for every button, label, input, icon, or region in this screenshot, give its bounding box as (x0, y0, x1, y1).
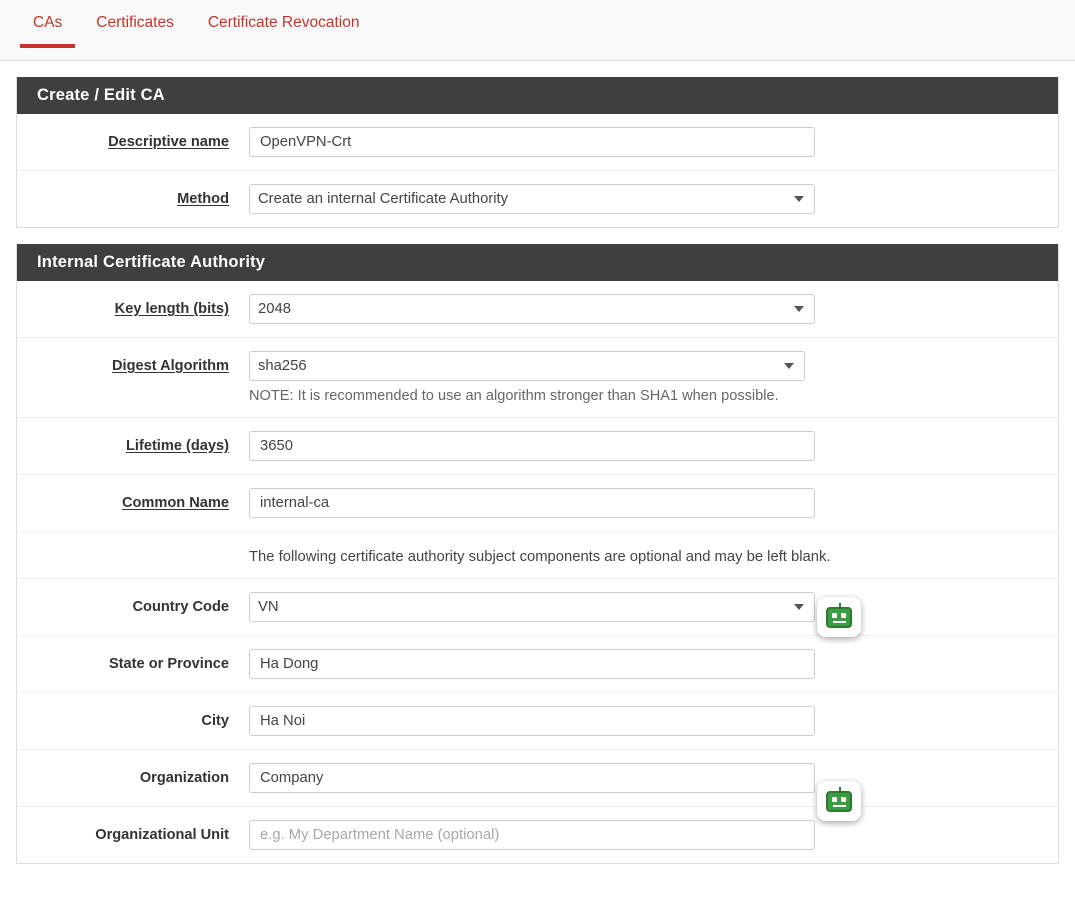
organizational-unit-input[interactable] (249, 820, 815, 850)
create-edit-ca-panel (16, 77, 1059, 228)
row-common-name (17, 475, 1058, 532)
robot-icon (826, 791, 852, 812)
digest-algorithm-label: Digest Algorithm (111, 358, 229, 374)
organization-input[interactable] (249, 763, 815, 793)
tab-certificate-revocation-label: Certificate Revocation (207, 14, 360, 31)
lifetime-input[interactable] (249, 431, 815, 461)
tab-bar (0, 0, 1075, 61)
row-descriptive-name (17, 114, 1058, 171)
agent-cursor-country-code (817, 597, 861, 637)
lifetime-label: Lifetime (days) (126, 438, 229, 454)
key-length-label: Key length (bits) (114, 301, 229, 317)
state-or-province-field-wrap (249, 649, 1058, 679)
row-organizational-unit (17, 807, 1058, 863)
organization-label: Organization (139, 770, 229, 786)
city-input[interactable] (249, 706, 815, 736)
row-digest-algorithm (17, 338, 1058, 418)
digest-algorithm-select-wrap (249, 351, 805, 381)
robot-icon (826, 607, 852, 628)
internal-ca-body (17, 281, 1058, 863)
organizational-unit-field-wrap (249, 820, 1058, 850)
row-city (17, 693, 1058, 750)
digest-algorithm-field-wrap (249, 351, 1058, 404)
country-code-select-wrap (249, 592, 815, 622)
common-name-input[interactable] (249, 488, 815, 518)
descriptive-name-input[interactable] (249, 127, 815, 157)
method-select-wrap (249, 184, 815, 214)
descriptive-name-label: Descriptive name (108, 134, 229, 150)
optional-note-spacer (17, 545, 249, 552)
method-field-wrap (249, 184, 1058, 214)
tab-certificates[interactable] (79, 9, 191, 48)
row-organization (17, 750, 1058, 807)
tab-certificate-revocation[interactable] (191, 9, 377, 48)
descriptive-name-field-wrap (249, 127, 1058, 157)
tab-cas[interactable] (16, 9, 79, 48)
state-or-province-input[interactable] (249, 649, 815, 679)
agent-cursor-organization (817, 781, 861, 821)
country-code-select[interactable] (249, 592, 815, 622)
country-code-field-wrap (249, 592, 1058, 622)
row-state-or-province (17, 636, 1058, 693)
organizational-unit-label: Organizational Unit (95, 827, 229, 843)
create-edit-ca-body (17, 114, 1058, 227)
organization-field-wrap (249, 763, 1058, 793)
method-select[interactable] (249, 184, 815, 214)
internal-ca-panel (16, 244, 1059, 864)
optional-components-note: The following certificate authority subject components are optional and may be left blank. (249, 549, 831, 565)
optional-note-wrap (249, 545, 1058, 565)
key-length-select[interactable] (249, 294, 815, 324)
row-method (17, 171, 1058, 227)
city-label: City (201, 713, 229, 729)
digest-algorithm-select[interactable] (249, 351, 805, 381)
common-name-label: Common Name (121, 495, 229, 511)
method-label: Method (177, 191, 229, 207)
row-optional-note (17, 532, 1058, 579)
city-field-wrap (249, 706, 1058, 736)
row-lifetime (17, 418, 1058, 475)
tab-cas-label: CAs (33, 14, 63, 31)
key-length-select-wrap (249, 294, 815, 324)
state-or-province-label: State or Province (108, 656, 229, 672)
common-name-field-wrap (249, 488, 1058, 518)
tab-certificates-label: Certificates (96, 14, 174, 31)
lifetime-field-wrap (249, 431, 1058, 461)
key-length-field-wrap (249, 294, 1058, 324)
country-code-label: Country Code (132, 599, 229, 615)
row-key-length (17, 281, 1058, 338)
internal-ca-header: Internal Certificate Authority (17, 244, 1058, 281)
digest-algorithm-note: NOTE: It is recommended to use an algorithm stronger than SHA1 when possible. (249, 388, 779, 404)
create-edit-ca-header: Create / Edit CA (17, 77, 1058, 114)
row-country-code (17, 579, 1058, 636)
